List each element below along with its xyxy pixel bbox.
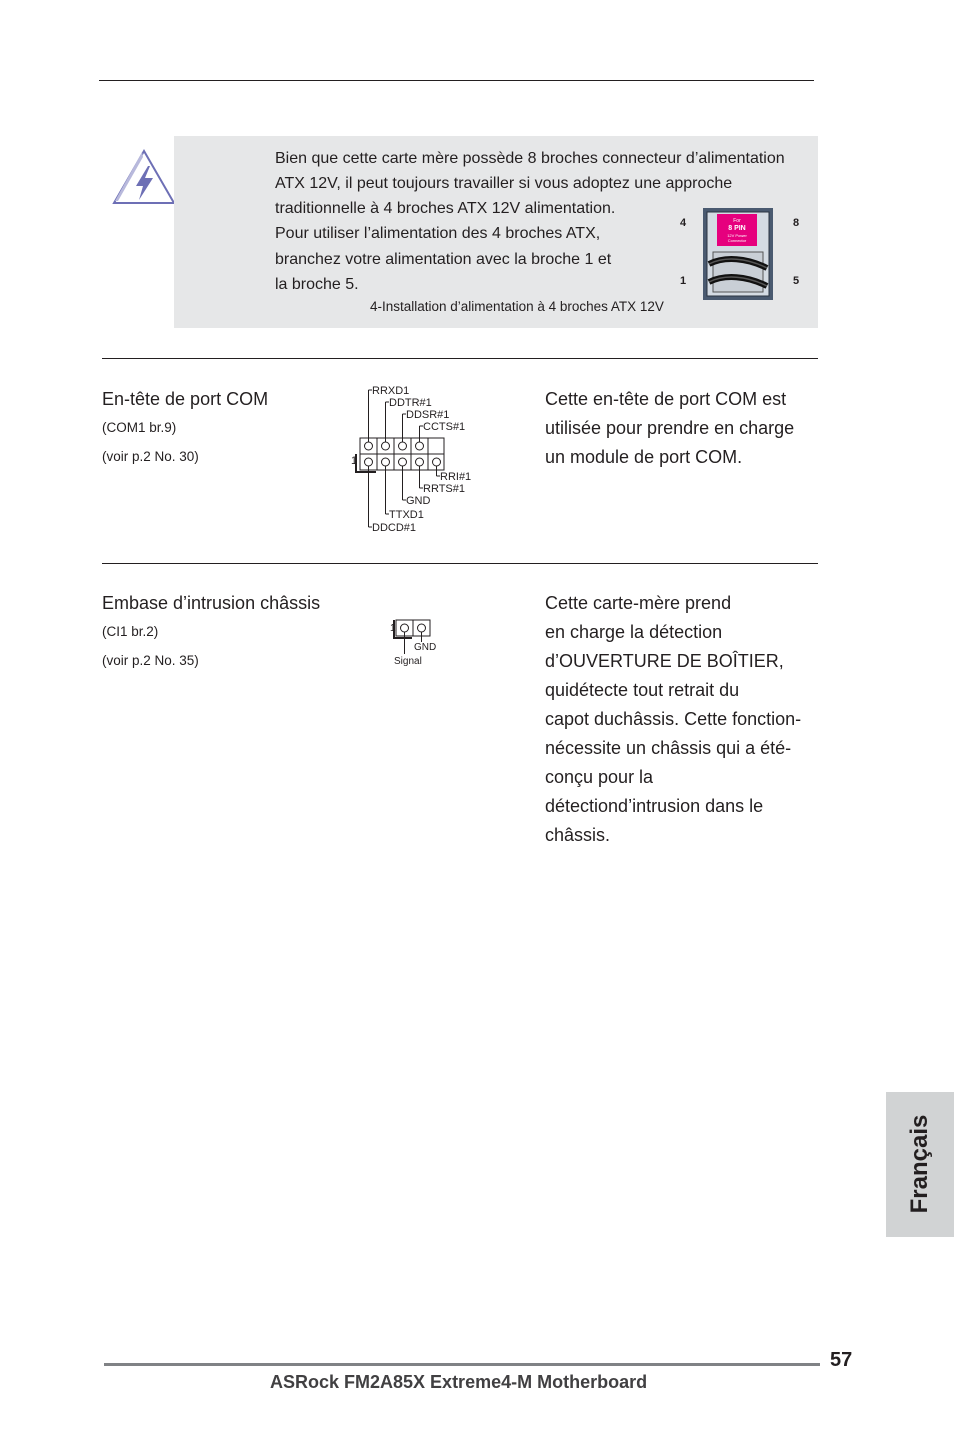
footer-rule <box>104 1363 820 1366</box>
power-note-line: la broche 5. <box>275 276 359 293</box>
com-port-description: utilisée pour prendre en charge <box>545 418 795 438</box>
com-port-description: Cette en-tête de port COM est <box>545 389 787 409</box>
com-pin-label: CCTS#1 <box>423 421 466 433</box>
power-note-caption: 4-Installation d’alimentation à 4 broches ATX 12V <box>370 299 664 314</box>
connector-label-line: For <box>733 218 741 224</box>
chassis-pin-label: Signal <box>394 656 422 667</box>
chassis-intrusion-diagram <box>386 614 456 670</box>
power-note-line: Pour utiliser l’alimentation des 4 broches ATX, <box>275 225 601 242</box>
connector-label-line: 8 PIN <box>728 225 746 232</box>
com-pin-label: RRI#1 <box>440 471 472 483</box>
com-pin-label: RRTS#1 <box>423 483 465 495</box>
pin-number-4: 4 <box>680 217 687 229</box>
chassis-intrusion-see: (voir p.2 No. 35) <box>102 653 199 668</box>
chassis-intrusion-description: Cette carte-mère prend <box>545 593 732 613</box>
power-note-line: ATX 12V, il peut toujours travailler si vous adoptez une approche <box>275 175 733 192</box>
page-number: 57 <box>830 1349 853 1371</box>
pin-number-5: 5 <box>793 275 800 287</box>
chassis-intrusion-description: quidétecte tout retrait du <box>545 680 740 700</box>
com-pin-label: DDCD#1 <box>372 522 417 534</box>
connector-label-line: 12V Power <box>727 233 747 238</box>
com-pin-label: RRXD1 <box>372 385 410 397</box>
power-note-line: traditionnelle à 4 broches ATX 12V alimentation. <box>275 200 616 217</box>
com-pin-label: TTXD1 <box>389 509 424 521</box>
chassis-pin1-label: 1 <box>390 623 396 634</box>
section-rule <box>102 563 818 564</box>
power-note-line: Bien que cette carte mère possède 8 broches connecteur d’alimentation <box>275 150 785 167</box>
language-tab-label: Français <box>906 1114 933 1214</box>
connector-label-line: Connector <box>727 238 747 243</box>
chassis-intrusion-description: nécessite un châssis qui a été- <box>545 738 792 758</box>
com-port-diagram <box>348 384 478 540</box>
power-note-line: branchez votre alimentation avec la broche 1 et <box>275 251 612 268</box>
pin-number-1: 1 <box>680 275 687 287</box>
chassis-pin-label: GND <box>414 642 437 653</box>
chassis-intrusion-description: en charge la détection <box>545 622 723 642</box>
footer-text: ASRock FM2A85X Extreme4-M Motherboard <box>270 1372 648 1392</box>
com-pin-label: DDSR#1 <box>406 409 450 421</box>
language-tab <box>886 1092 954 1237</box>
warning-icon <box>112 148 176 206</box>
chassis-intrusion-description: conçu pour la <box>545 767 654 787</box>
com-pin1-label: 1 <box>351 455 358 467</box>
chassis-intrusion-description: d’OUVERTURE DE BOÎTIER, <box>545 651 784 671</box>
chassis-intrusion-description: détectiond’intrusion dans le <box>545 796 764 816</box>
com-pin-label: DDTR#1 <box>389 397 432 409</box>
chassis-intrusion-description: châssis. <box>545 825 611 845</box>
chassis-intrusion-description: capot duchâssis. Cette fonction- <box>545 709 802 729</box>
com-port-see: (voir p.2 No. 30) <box>102 449 199 464</box>
com-port-description: un module de port COM. <box>545 447 743 467</box>
section-rule <box>102 358 818 359</box>
com-port-ref: (COM1 br.9) <box>102 420 177 435</box>
chassis-intrusion-ref: (CI1 br.2) <box>102 624 159 639</box>
com-port-title: En-tête de port COM <box>102 389 269 409</box>
chassis-intrusion-title: Embase d’intrusion châssis <box>102 593 321 613</box>
pin-number-8: 8 <box>793 217 800 229</box>
power-connector-image <box>703 208 773 300</box>
com-pin-label: GND <box>406 495 431 507</box>
top-rule <box>99 80 814 81</box>
